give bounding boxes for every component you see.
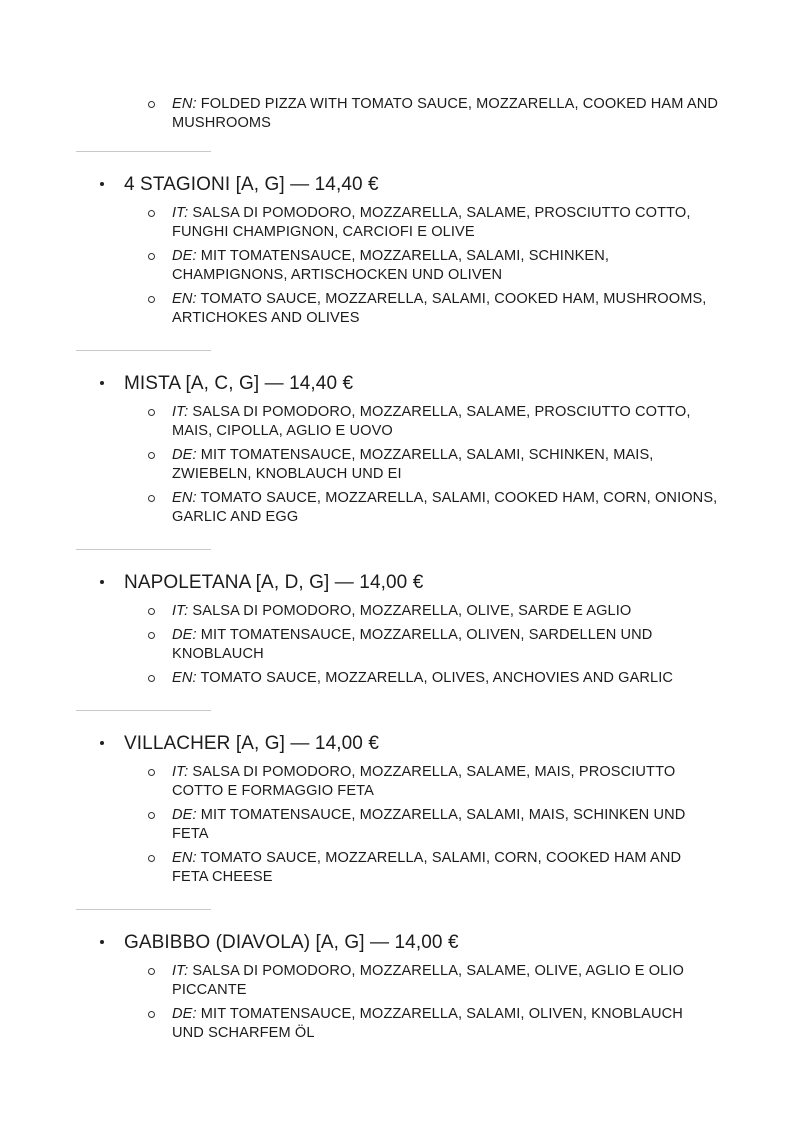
description-text: SALSA DI POMODORO, MOZZARELLA, SALAME, OLIVE, AGLIO E OLIO PICCANTE (172, 963, 684, 998)
menu-item-napoletana (76, 549, 736, 693)
circle-bullet-icon (148, 1011, 155, 1018)
divider (76, 151, 211, 152)
description-text: SALSA DI POMODORO, MOZZARELLA, SALAME, MAIS, PROSCIUTTO COTTO E FORMAGGIO FETA (172, 764, 676, 799)
circle-bullet-icon (148, 608, 155, 615)
description-text: SALSA DI POMODORO, MOZZARELLA, OLIVE, SARDE E AGLIO (192, 603, 632, 619)
description-text: MIT TOMATENSAUCE, MOZZARELLA, SALAMI, MAIS, SCHINKEN UND FETA (172, 807, 686, 842)
circle-bullet-icon (148, 296, 155, 303)
description-text: MIT TOMATENSAUCE, MOZZARELLA, SALAMI, SCHINKEN, MAIS, ZWIEBELN, KNOBLAUCH UND EI (172, 447, 654, 482)
circle-bullet-icon (148, 968, 155, 975)
item-title-text: VILLACHER [A, G] — 14,00 € (124, 733, 379, 754)
description-it (148, 204, 718, 242)
bullet-icon (100, 940, 104, 944)
description-text: TOMATO SAUCE, MOZZARELLA, SALAMI, COOKED HAM, CORN, ONIONS, GARLIC AND EGG (172, 490, 718, 525)
description-en (148, 489, 718, 527)
description-text: MIT TOMATENSAUCE, MOZZARELLA, OLIVEN, SARDELLEN UND KNOBLAUCH (172, 627, 653, 662)
menu-item-4-stagioni (76, 151, 736, 333)
description-text: MIT TOMATENSAUCE, MOZZARELLA, SALAMI, SCHINKEN, CHAMPIGNONS, ARTISCHOCKEN UND OLIVEN (172, 248, 610, 283)
language-tag: IT: (172, 404, 189, 420)
circle-bullet-icon (148, 409, 155, 416)
item-descriptions (76, 602, 718, 688)
language-tag: DE: (172, 447, 197, 463)
item-title (76, 932, 736, 954)
circle-bullet-icon (148, 495, 155, 502)
description-text: TOMATO SAUCE, MOZZARELLA, OLIVES, ANCHOVIES AND GARLIC (200, 670, 674, 686)
bullet-icon (100, 741, 104, 745)
item-title-text: NAPOLETANA [A, D, G] — 14,00 € (124, 572, 424, 593)
description-de (148, 806, 718, 844)
item-title (76, 572, 736, 594)
description-en (148, 849, 718, 887)
language-tag: DE: (172, 1006, 197, 1022)
circle-bullet-icon (148, 452, 155, 459)
language-tag: IT: (172, 764, 189, 780)
menu-item-mista (76, 350, 736, 532)
description-it (148, 763, 718, 801)
item-descriptions (76, 403, 718, 527)
language-tag: EN: (172, 490, 197, 506)
divider (76, 350, 211, 351)
language-tag: IT: (172, 603, 189, 619)
divider (76, 549, 211, 550)
menu-item-gabibbo (76, 909, 736, 1048)
description-text: TOMATO SAUCE, MOZZARELLA, SALAMI, COOKED HAM, MUSHROOMS, ARTICHOKES AND OLIVES (172, 291, 707, 326)
circle-bullet-icon (148, 210, 155, 217)
description-it (148, 602, 718, 621)
circle-bullet-icon (148, 253, 155, 260)
menu-item-villacher (76, 710, 736, 892)
description-text: FOLDED PIZZA WITH TOMATO SAUCE, MOZZARELLA, COOKED HAM AND MUSHROOMS (172, 96, 718, 131)
circle-bullet-icon (148, 855, 155, 862)
lead-description-list (148, 95, 738, 138)
language-tag: EN: (172, 850, 197, 866)
item-title-text: 4 STAGIONI [A, G] — 14,40 € (124, 174, 379, 195)
description-en (148, 669, 718, 688)
item-title-text: MISTA [A, C, G] — 14,40 € (124, 373, 354, 394)
description-de (148, 446, 718, 484)
language-tag: EN: (172, 291, 197, 307)
divider (76, 710, 211, 711)
circle-bullet-icon (148, 675, 155, 682)
description-de (148, 1005, 718, 1043)
description-it (148, 962, 718, 1000)
item-title-text: GABIBBO (DIAVOLA) [A, G] — 14,00 € (124, 932, 459, 953)
description-de (148, 626, 718, 664)
item-title (76, 174, 736, 196)
language-tag: IT: (172, 963, 189, 979)
description-de (148, 247, 718, 285)
circle-bullet-icon (148, 769, 155, 776)
divider (76, 909, 211, 910)
description-text: TOMATO SAUCE, MOZZARELLA, SALAMI, CORN, COOKED HAM AND FETA CHEESE (172, 850, 682, 885)
description-en (148, 290, 718, 328)
description-en (148, 95, 738, 133)
item-title (76, 733, 736, 755)
item-title (76, 373, 736, 395)
item-descriptions (76, 204, 718, 328)
description-text: MIT TOMATENSAUCE, MOZZARELLA, SALAMI, OLIVEN, KNOBLAUCH UND SCHARFEM ÖL (172, 1006, 683, 1041)
item-descriptions (76, 763, 718, 887)
circle-bullet-icon (148, 812, 155, 819)
bullet-icon (100, 580, 104, 584)
language-tag: DE: (172, 807, 197, 823)
circle-bullet-icon (148, 101, 155, 108)
item-descriptions (76, 962, 718, 1043)
description-it (148, 403, 718, 441)
circle-bullet-icon (148, 632, 155, 639)
language-tag: DE: (172, 248, 197, 264)
description-text: SALSA DI POMODORO, MOZZARELLA, SALAME, PROSCIUTTO COTTO, FUNGHI CHAMPIGNON, CARCIOFI E OLIVE (172, 205, 691, 240)
language-tag: IT: (172, 205, 189, 221)
bullet-icon (100, 381, 104, 385)
language-tag: DE: (172, 627, 197, 643)
language-tag: EN: (172, 96, 197, 112)
language-tag: EN: (172, 670, 197, 686)
bullet-icon (100, 182, 104, 186)
description-text: SALSA DI POMODORO, MOZZARELLA, SALAME, PROSCIUTTO COTTO, MAIS, CIPOLLA, AGLIO E UOVO (172, 404, 691, 439)
